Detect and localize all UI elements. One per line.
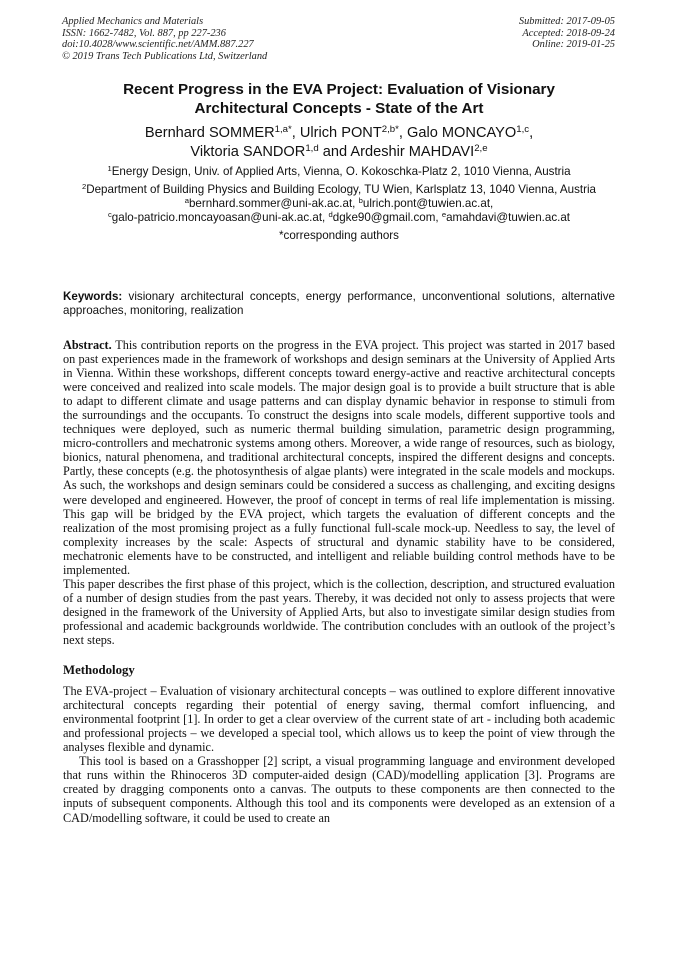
keywords-label: Keywords: [63,290,123,303]
email-link[interactable]: ulrich.pont@tuwien.ac.at, [362,197,494,210]
online-date: Online: 2019-01-25 [532,39,615,51]
affiliation-text: Department of Building Physics and Building Ecology, TU Wien, Karlsplatz 13, 1040 Vienna, Austria [86,183,596,196]
publication-dates [519,16,615,51]
email-line-1 [60,197,618,211]
email-link[interactable]: galo-patricio.moncayoasan@uni-ak.ac.at, [111,211,326,224]
title-line-1: Recent Progress in the EVA Project: Evaluation of Visionary [123,81,555,98]
keywords [63,290,615,318]
accepted-date: Accepted: 2018-09-24 [522,27,615,39]
author-conjunction: and [322,144,348,160]
keywords-text: visionary architectural concepts, energy performance, unconventional solutions, alternative approaches, monitoring, realization [63,290,615,317]
author-name: Ardeshir MAHDAVI [350,144,475,160]
email-link[interactable]: bernhard.sommer@uni-ak.ac.at, [188,197,356,210]
corresponding-note: *corresponding authors [279,229,399,242]
title-line-2: Architectural Concepts - State of the Art [194,100,484,117]
author-sup: 1,d [305,142,319,154]
abstract-paragraph-1 [63,338,615,577]
doi[interactable]: doi:10.4028/www.scientific.net/AMM.887.227 [62,39,254,51]
affiliation-1 [60,165,618,179]
email-sup: d [328,209,333,219]
submitted-date: Submitted: 2017-09-05 [518,16,615,27]
author-sup: 1,a* [274,123,292,135]
email-sup: e [441,209,447,219]
affiliations [60,165,618,247]
author-list: Bernhard $SOMMER^{1,a*}$, Ulrich $PONT^{2,b*}$, Galo MONCAYO$^{1,c}$, Viktoria SANDOR$^{1,d}$ and Ardeshir MAHDAVI$^{2,e}$ [144,123,534,160]
issn: ISSN: 1662-7482, Vol. 887, pp 227-236 [62,27,226,39]
author-sup: 2,e [474,142,488,154]
copyright: © 2019 Trans Tech Publications Ltd, Switzerland [62,50,268,62]
author-name: Bernhard SOMMER [144,125,275,141]
methodology-paragraph-2: This tool is based on a Grasshopper [2] script, a visual programming language and environment developed that runs within the Rhinoceros 3D computer-aided design (CAD)/modelling application [3]. Programs are created by dragging components onto a canvas. The outputs to these components are then connected to the inputs of subsequent components. Although this tool and its components were developed as an extension of a CAD/modelling software, it could be used to create an [63,754,615,825]
email-sup: b [358,195,363,205]
author-name: Viktoria SANDOR [190,144,306,160]
section-heading-methodology: Methodology [63,663,135,678]
author-name: Galo MONCAYO [407,125,517,141]
abstract-paragraph-2: This paper describes the first phase of this project, which is the collection, description, and structured evaluation of a number of design studies from the past years. Thereby, it was decided not only to assess projects that were designed in the framework of the University of Applied Arts, but also to investigate similar design studies from professional and academic backgrounds worldwide. The contribution concludes with an outlook of the project’s next steps. [63,576,615,647]
email-link[interactable]: dgke90@gmail.com, [332,211,439,224]
abstract-label: Abstract. [63,338,112,352]
journal-name: Applied Mechanics and Materials [62,16,204,27]
paper-body [63,338,615,825]
abstract-text: This contribution reports on the progress in the EVA project. This project was started in 2017 based on past experiences made in the framework of workshops and design seminars at the University of Applied Arts in Vienna. Within these workshops, different concepts toward energy-active and reactive architectural concepts were conceived and realized into scale models. The major design goal is to provide a built structure that is able to adapt to different climate and usage patterns and can display dynamic behavior in response to stimuli from the surroundings and the occupants. To construct the designs into scale models, different supportive tools and techniques were deployed, such as numeric thermal building simulation, parametric design programming, micro-controllers and mechatronic systems among others. Moreover, a wide range of resources, such as biology, bionics, natural phenomena, and traditional architectural concepts, inspired the different designs and concepts. Partly, these concepts (e.g. the photosynthesis of algae plants) were integrated in the scale models and mockups. As such, the workshops and design seminars could be considered a success as challenging, and exciting designs were developed and engineered. However, the proof of concept in terms of real life implementation is missing. This gap will be bridged by the EVA project, which targets the evaluation of different concepts and the realization of the most promising project as a fully functional full-scale mock-up. Needless to say, the level of complexity increases by the scale: Aspects of structural and dynamic stability have to be considered, mechatronic elements have to be constructed, and intelligent and reliable building control methods have to be implemented. [63,338,616,577]
journal-info [62,16,267,62]
email-link[interactable]: amahdavi@tuwien.ac.at [446,211,571,224]
email-sup: c [107,209,112,219]
author-sup: 1,c [516,123,530,135]
author-sup: 2,b* [381,123,399,135]
methodology-paragraph-1: The EVA-project – Evaluation of visionary architectural concepts – was outlined to explore different innovative architectural concepts regarding their potential of energy saving, thermal comfort influencing, and environmental footprint [1]. In order to get a clear overview of the current state of art - including both academic and professional projects – we developed a special tool, which allows us to keep the point of view through the analyses flexible and dynamic. [63,684,615,755]
affiliation-2 [60,183,618,197]
affiliation-text: Energy Design, Univ. of Applied Arts, Vienna, O. Kokoschka-Platz 2, 1010 Vienna, Austria [111,165,571,178]
paper-title [40,80,638,118]
email-sup: a [184,195,189,205]
author-name: Ulrich PONT [299,125,382,141]
affiliation-sup: 1 [107,163,112,173]
email-line-2 [60,211,618,225]
affiliation-sup: 2 [81,181,87,191]
